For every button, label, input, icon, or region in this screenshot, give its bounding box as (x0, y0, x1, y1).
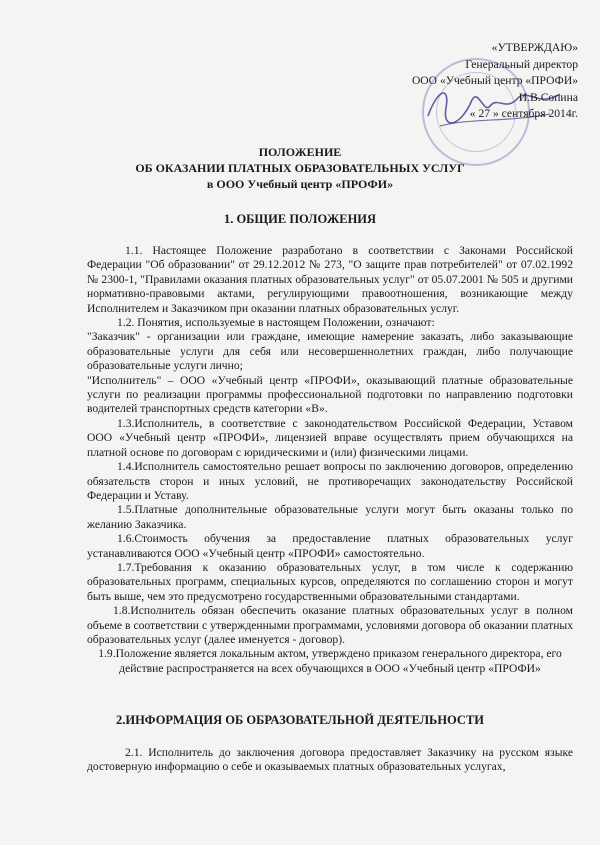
paragraph: 1.6.Стоимость обучения за предоставление платных образовательных услуг устанавливаются ООО «Учебный центр «ПРОФИ» самостоятельно. (87, 532, 573, 560)
section-body (87, 746, 573, 775)
document-title: ПОЛОЖЕНИЕ (258, 145, 342, 159)
approval-organization: ООО «Учебный центр «ПРОФИ» (411, 74, 578, 87)
approval-heading: «УТВЕРЖДАЮ» (491, 41, 578, 54)
approval-position: Генеральный директор (465, 57, 578, 71)
paragraph: 1.4.Исполнитель самостоятельно решает вопросы по заключению договоров, определению обязательств сторон и иных условий, не противоречащих законодательству Российской Федерации и Уставу. (87, 460, 573, 502)
paragraph: 1.9.Положение является локальным актом, утверждено приказом генерального директора, его действие распространяется на всех обучающихся в ООО «Учебный центр «ПРОФИ» (98, 647, 562, 675)
approval-block (300, 40, 578, 123)
approval-name: И.В.Сопина (518, 90, 578, 104)
paragraph: "Заказчик" - организации или граждане, имеющие намерение заказать, либо заказывающие образовательные услуги для себя или несовершеннолетних граждан, либо получающие образовательные услуги лично; (87, 330, 573, 373)
section-body (87, 244, 573, 676)
paragraph: 1.3.Исполнитель, в соответствие с законодательством Российской Федерации, Уставом ООО «Учебный центр «ПРОФИ», лицензией вправе осуществлять прием обучающихся на платной основе по договорам с юридическими и (или) физическими лицами. (87, 416, 573, 459)
document-subtitle: ОБ ОКАЗАНИИ ПЛАТНЫХ ОБРАЗОВАТЕЛЬНЫХ УСЛУГ (135, 161, 465, 175)
section-heading: 1. ОБЩИЕ ПОЛОЖЕНИЯ (223, 212, 377, 226)
paragraph: "Исполнитель" – ООО «Учебный центр «ПРОФИ», оказывающий платные образовательные услуги по реализации программы профессиональной подготовки по направлению подготовки водителей транспортных средств категории «В». (87, 373, 573, 416)
paragraph: 1.8.Исполнитель обязан обеспечить оказание платных образовательных услуг в полном объеме в соответствии с утвержденными программами, условиями договора об оказании платных образовательных услуг (далее именуется - договор). (87, 604, 573, 646)
paragraph: 1.1. Настоящее Положение разработано в соответствии с Законами Российской Федерации "Об образовании" от 29.12.2012 № 273, "О защите прав потребителей" от 07.02.1992 № 2300-1, "Правилами оказания платных образовательных услуг" от 05.07.2001 № 505 и другими нормативно-правовыми актами, регулирующими правоотношения, возникающие между Исполнителем и Заказчиком при оказании платных образовательных услуг. (87, 244, 573, 315)
paragraph: 1.5.Платные дополнительные образовательные услуги могут быть оказаны только по желанию Заказчика. (87, 503, 573, 531)
document-subtitle-org: в ООО Учебный центр «ПРОФИ» (206, 177, 394, 191)
paragraph: 1.2. Понятия, используемые в настоящем Положении, означают: (117, 316, 435, 330)
paragraph: 1.7.Требования к оказанию образовательных услуг, в том числе к содержанию образовательных программ, специальных курсов, определяются по соглашению сторон и могут быть выше, чем это предусмотрено государственными образовательными стандартами. (87, 560, 573, 603)
paragraph: 2.1. Исполнитель до заключения договора предоставляет Заказчику на русском языке достоверную информацию о себе и оказываемых платных образовательных услугах, (87, 746, 573, 774)
approval-date: « 27 » сентября 2014г. (469, 107, 578, 120)
section-heading: 2.ИНФОРМАЦИЯ ОБ ОБРАЗОВАТЕЛЬНОЙ ДЕЯТЕЛЬНОСТИ (115, 713, 485, 727)
